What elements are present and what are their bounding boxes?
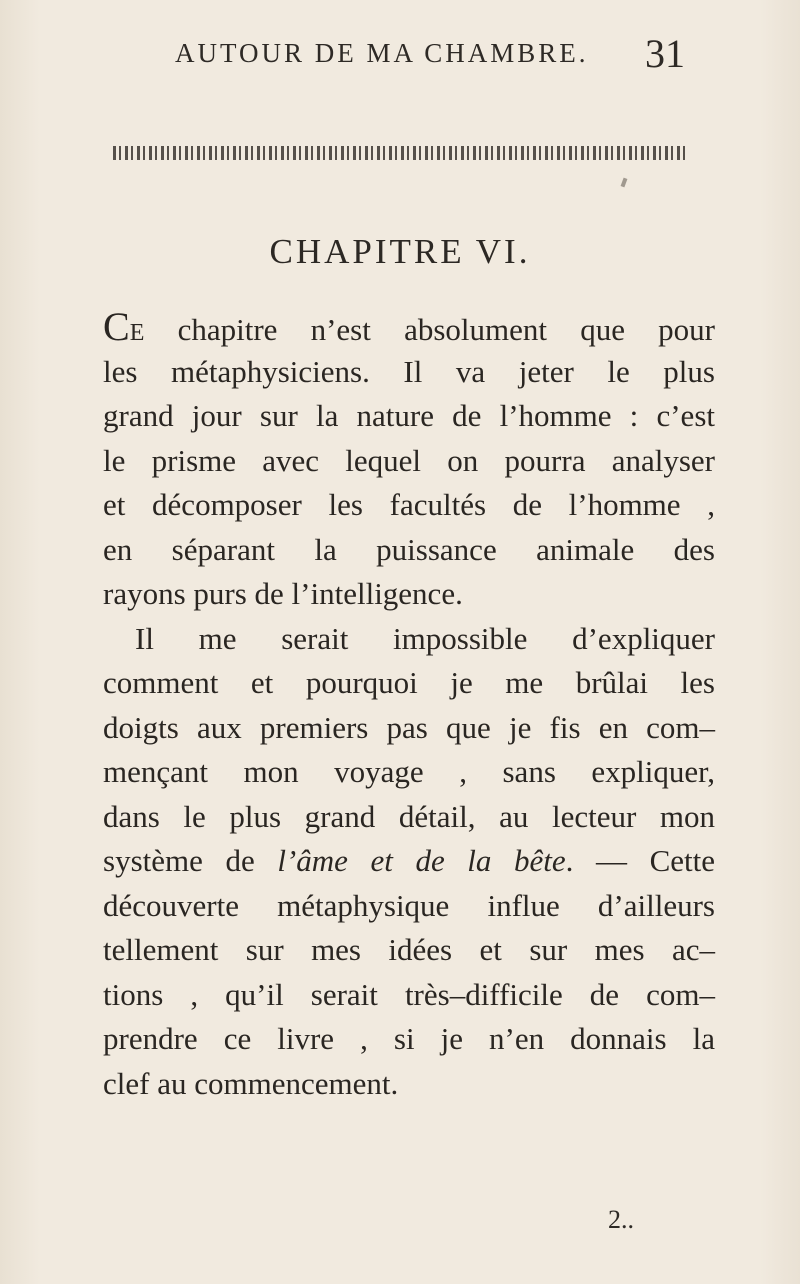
text-line: Il me serait impossible d’expliquer xyxy=(135,620,715,656)
chapter-heading: CHAPITRE VI. xyxy=(269,232,531,271)
body-text xyxy=(103,305,715,1106)
running-title: AUTOUR DE MA CHAMBRE. xyxy=(175,38,589,68)
text-line: tions , qu’il serait très–difficile de com– xyxy=(103,976,715,1012)
catchword: 2.. xyxy=(608,1205,634,1234)
text-line: grand jour sur la nature de l’homme : c’est xyxy=(103,398,715,433)
small-cap: E xyxy=(129,320,145,346)
line-text: . — Cette xyxy=(565,843,715,878)
line-text: système de xyxy=(103,843,278,878)
text-line: dans le plus grand détail, au lecteur mon xyxy=(103,798,715,834)
ornamental-rule xyxy=(113,146,689,160)
text-line: tellement sur mes idées et sur mes ac– xyxy=(103,932,715,967)
text-line xyxy=(103,305,715,350)
text-line: comment et pourquoi je me brûlai les xyxy=(103,665,715,700)
italic-text: l’âme et de la bête xyxy=(277,843,566,878)
text-line: doigts aux premiers pas que je fis en com– xyxy=(103,709,715,745)
text-line: clef au commencement. xyxy=(103,1065,399,1101)
text-line: mençant mon voyage , sans expliquer, xyxy=(103,754,715,789)
page-number: 31 xyxy=(645,31,685,76)
text-line xyxy=(103,839,715,884)
text-line: rayons purs de l’intelligence. xyxy=(103,576,463,611)
text-line: les métaphysiciens. Il va jeter le plus xyxy=(103,353,715,389)
running-head xyxy=(0,30,800,80)
line-text: chapitre n’est absolument que pour xyxy=(144,312,715,347)
text-line: en séparant la puissance animale des xyxy=(103,531,715,567)
ink-speck xyxy=(621,178,628,188)
text-line: le prisme avec lequel on pourra analyser xyxy=(103,442,715,478)
text-line: découverte métaphysique influe d’ailleurs xyxy=(103,887,715,923)
text-line: prendre ce livre , si je n’en donnais la xyxy=(103,1021,715,1056)
text-line: et décomposer les facultés de l’homme , xyxy=(103,487,715,522)
drop-initial: C xyxy=(103,304,130,349)
